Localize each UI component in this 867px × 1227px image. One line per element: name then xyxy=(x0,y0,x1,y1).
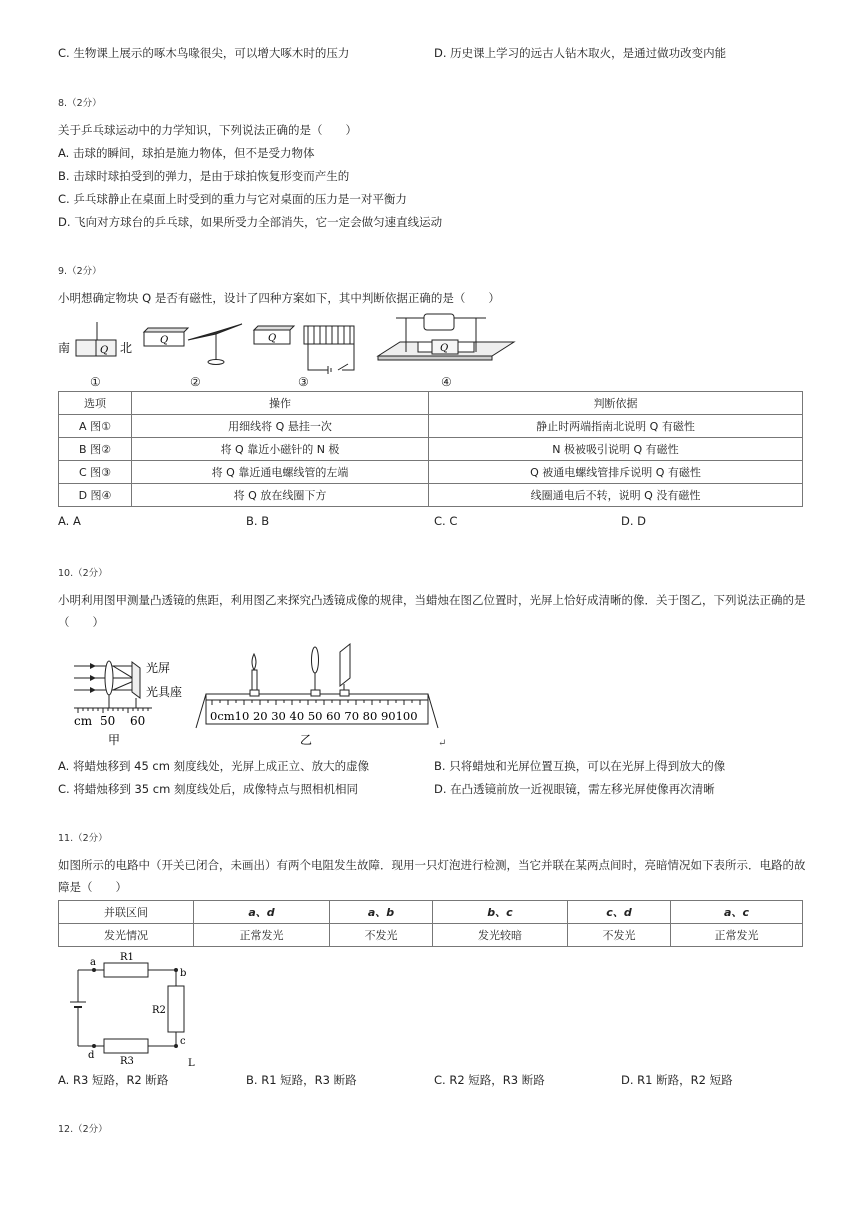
resistor-r3 xyxy=(104,1039,148,1053)
solenoid-circuit xyxy=(308,344,354,370)
table-row: D 图④ 将 Q 放在线圈下方 线圈通电后不转，说明 Q 没有磁性 xyxy=(59,484,803,507)
q11-stem-line1: 如图所示的电路中（开关已闭合，未画出）有两个电阻发生故障．现用一只灯泡进行检测，当它并联在某两点间时，亮暗情况如下表所示．电路的故 xyxy=(58,858,806,872)
q8-option-c: C. 乒乓球静止在桌面上时受到的重力与它对桌面的压力是一对平衡力 xyxy=(58,192,407,206)
svg-text:a: a xyxy=(90,957,96,968)
q10-stem-line1: 小明利用图甲测量凸透镜的焦距，利用图乙来探究凸透镜成像的规律，当蜡烛在图乙位置时，光屏上恰好成清晰的像．关于图乙，下列说法正确的是 xyxy=(58,593,806,607)
q10-option-c: C. 将蜡烛移到 35 cm 刻度线处后，成像特点与照相机相同 xyxy=(58,782,358,796)
svg-text:R3: R3 xyxy=(120,1056,134,1067)
resistor-r2 xyxy=(168,986,184,1032)
q11-answer-d: D. R1 断路，R2 短路 xyxy=(621,1073,733,1087)
q9-answer-a: A. A xyxy=(58,514,81,528)
north-label: 北 xyxy=(120,341,133,355)
table-row: A 图① 用细线将 Q 悬挂一次 静止时两端指南北说明 Q 有磁性 xyxy=(59,415,803,438)
svg-text:d: d xyxy=(88,1050,95,1061)
q10-option-b: B. 只将蜡烛和光屏位置互换，可以在光屏上得到放大的像 xyxy=(434,759,726,773)
q11-answer-a: A. R3 短路，R2 断路 xyxy=(58,1073,169,1087)
compass-needle xyxy=(188,324,242,340)
q9-answer-b: B. B xyxy=(246,514,270,528)
fig-label-4: ④ xyxy=(441,375,452,389)
svg-text:R1: R1 xyxy=(120,952,134,963)
fig-jia-label: 甲 xyxy=(108,733,121,747)
resistor-r1 xyxy=(104,963,148,977)
south-label: 南 xyxy=(58,341,71,355)
q8-stem: 关于乒乓球运动中的力学知识，下列说法正确的是（ ） xyxy=(58,123,357,137)
q9-number: 9.（2分） xyxy=(58,266,102,277)
q11-stem-line2: 障是（ ） xyxy=(58,880,127,894)
fig-label-1: ① xyxy=(90,375,101,389)
table-row: 发光情况 正常发光 不发光 发光较暗 不发光 正常发光 xyxy=(59,924,803,947)
lens-yi xyxy=(312,647,319,673)
q11-number: 11.（2分） xyxy=(58,833,108,844)
bench-label: 光具座 xyxy=(146,685,183,699)
q7-option-d: D. 历史课上学习的远古人钻木取火，是通过做功改变内能 xyxy=(434,46,727,60)
light-screen xyxy=(132,662,140,698)
q10-option-d: D. 在凸透镜前放一近视眼镜，需左移光屏使像再次清晰 xyxy=(434,782,715,796)
fig-label-3: ③ xyxy=(298,375,309,389)
q11-table xyxy=(58,900,803,947)
svg-text:↵: ↵ xyxy=(438,738,447,749)
table-header-row: 选项 操作 判断依据 xyxy=(59,392,803,415)
q9-stem: 小明想确定物块 Q 是否有磁性，设计了四种方案如下，其中判断依据正确的是（ ） xyxy=(58,291,500,305)
table-row: C 图③ 将 Q 靠近通电螺线管的左端 Q 被通电螺线管排斥说明 Q 有磁性 xyxy=(59,461,803,484)
q10-stem-line2: （ ） xyxy=(58,615,104,629)
svg-text:L: L xyxy=(188,1058,195,1068)
svg-text:Q: Q xyxy=(440,343,449,354)
q8-option-d: D. 飞向对方球台的乒乓球，如果所受力全部消失，它一定会做匀速直线运动 xyxy=(58,215,443,229)
convex-lens xyxy=(105,661,113,695)
q11-circuit xyxy=(64,950,204,1068)
svg-text:cm: cm xyxy=(74,714,93,728)
q12-number: 12.（2分） xyxy=(58,1124,108,1135)
ruler-labels: 0cm10 20 30 40 50 60 70 80 90100 xyxy=(210,709,418,723)
svg-text:R2: R2 xyxy=(152,1005,166,1016)
q11-answer-b: B. R1 短路，R3 断路 xyxy=(246,1073,357,1087)
svg-text:Q: Q xyxy=(268,333,277,344)
screen-label: 光屏 xyxy=(146,661,171,675)
q8-option-a: A. 击球的瞬间，球拍是施力物体，但不是受力物体 xyxy=(58,146,315,160)
svg-text:Q: Q xyxy=(100,345,109,356)
q8-option-b: B. 击球时球拍受到的弹力，是由于球拍恢复形变而产生的 xyxy=(58,169,350,183)
q7-option-c: C. 生物课上展示的啄木鸟喙很尖，可以增大啄木时的压力 xyxy=(58,46,350,60)
q11-answer-c: C. R2 短路，R3 断路 xyxy=(434,1073,545,1087)
q9-table xyxy=(58,391,803,507)
coil xyxy=(424,314,454,330)
q8-number: 8.（2分） xyxy=(58,98,102,109)
q9-answer-c: C. C xyxy=(434,514,458,528)
svg-text:Q: Q xyxy=(160,335,169,346)
ruler-ticks-jia xyxy=(78,708,148,713)
q9-answer-d: D. D xyxy=(621,514,647,528)
q10-figure xyxy=(72,640,452,750)
svg-text:b: b xyxy=(180,968,187,979)
table-row: 并联区间 a、d a、b b、c c、d a、c xyxy=(59,901,803,924)
table-row: B 图② 将 Q 靠近小磁针的 N 极 N 极被吸引说明 Q 有磁性 xyxy=(59,438,803,461)
candle xyxy=(252,670,257,692)
fig-label-2: ② xyxy=(190,375,201,389)
q10-number: 10.（2分） xyxy=(58,568,108,579)
svg-text:60: 60 xyxy=(130,714,146,728)
q10-option-a: A. 将蜡烛移到 45 cm 刻度线处，光屏上成正立、放大的虚像 xyxy=(58,759,370,773)
svg-text:c: c xyxy=(180,1036,186,1047)
screen-yi xyxy=(340,644,350,686)
fig-yi-label: 乙 xyxy=(300,733,313,747)
solenoid xyxy=(304,326,354,344)
svg-text:50: 50 xyxy=(100,714,116,728)
